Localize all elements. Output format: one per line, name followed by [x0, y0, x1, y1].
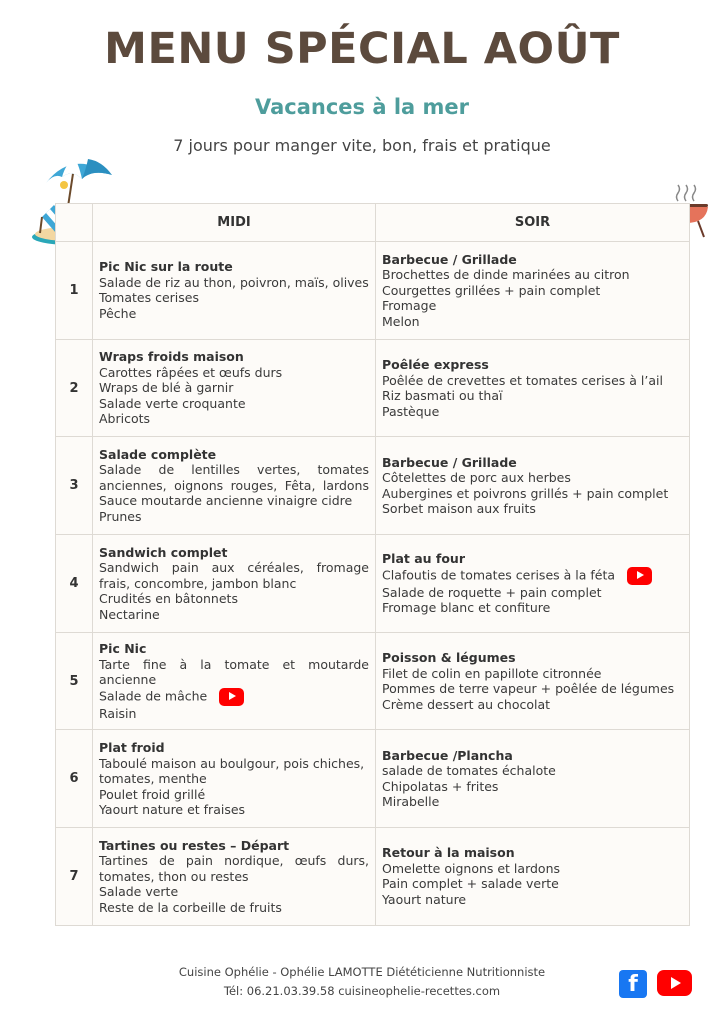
soir-cell [376, 535, 690, 633]
soir-cell [376, 242, 690, 340]
midi-dish-line: Prunes [99, 508, 142, 524]
soir-dish-line: Brochettes de dinde marinées au citron [382, 267, 630, 283]
soir-dish-title: Retour à la maison [382, 845, 515, 861]
midi-cell [93, 242, 376, 340]
soir-dish-line: Pommes de terre vapeur + poêlée de légumes [382, 681, 675, 697]
midi-dish-line: tomates, menthe [99, 771, 207, 787]
soir-dish-title: Barbecue /Plancha [382, 747, 513, 763]
midi-dish-line: Nectarine [99, 606, 160, 622]
soir-cell [376, 828, 690, 926]
midi-dish-line: Crudités en bâtonnets [99, 591, 238, 607]
midi-dish-line: Salade de riz au thon, poivron, maïs, olives [99, 274, 369, 290]
midi-dish-line: Carottes râpées et œufs durs [99, 364, 283, 380]
midi-dish-title: Sandwich complet [99, 544, 228, 560]
header-soir: SOIR [376, 204, 690, 242]
midi-cell [93, 828, 376, 926]
midi-dish-line: Salade verte croquante [99, 395, 246, 411]
day-number: 2 [56, 339, 93, 437]
midi-dish-line: Salade de lentilles vertes, tomates [99, 462, 369, 478]
table-row [56, 730, 690, 828]
soir-dish-line: Clafoutis de tomates cerises à la féta [382, 567, 616, 583]
youtube-play-icon[interactable] [627, 567, 652, 585]
soir-dish-line: Fromage blanc et confiture [382, 600, 551, 616]
midi-dish-line: Tartines de pain nordique, œufs durs, [99, 853, 369, 869]
table-row [56, 632, 690, 730]
midi-dish-title: Plat froid [99, 740, 165, 756]
page-title: MENU SPÉCIAL AOÛT [104, 24, 620, 74]
midi-dish-line: Pêche [99, 305, 137, 321]
soir-dish-line: Chipolatas + frites [382, 778, 499, 794]
facebook-icon[interactable]: f [619, 970, 647, 998]
day-number: 5 [56, 632, 93, 730]
midi-dish-line: Abricots [99, 411, 151, 427]
day-number: 4 [56, 535, 93, 633]
header-midi: MIDI [93, 204, 376, 242]
soir-dish-line: Côtelettes de porc aux herbes [382, 470, 571, 486]
page-tagline: 7 jours pour manger vite, bon, frais et pratique [173, 136, 551, 155]
soir-cell [376, 632, 690, 730]
midi-dish-title: Pic Nic sur la route [99, 259, 233, 275]
soir-dish-title: Poisson & légumes [382, 650, 516, 666]
midi-dish-line: ancienne [99, 672, 157, 688]
day-number: 6 [56, 730, 93, 828]
table-row [56, 437, 690, 535]
midi-dish-line: Taboulé maison au boulgour, pois chiches, [99, 755, 365, 771]
midi-dish-line: Sauce moutarde ancienne vinaigre cidre [99, 493, 353, 509]
soir-dish-line: Crème dessert au chocolat [382, 696, 551, 712]
midi-dish-line: Poulet froid grillé [99, 786, 206, 802]
soir-dish-line: Pain complet + salade verte [382, 876, 559, 892]
footer-contact: Tél: 06.21.03.39.58 cuisineophelie-recettes.com [223, 984, 501, 998]
soir-dish-line: Aubergines et poivrons grillés + pain complet [382, 485, 669, 501]
soir-dish-title: Barbecue / Grillade [382, 251, 517, 267]
soir-cell [376, 730, 690, 828]
soir-cell [376, 437, 690, 535]
midi-cell [93, 339, 376, 437]
midi-dish-line: frais, concombre, jambon blanc [99, 575, 297, 591]
midi-dish-title: Tartines ou restes – Départ [99, 837, 290, 853]
midi-cell [93, 730, 376, 828]
soir-dish-line: Riz basmati ou thaï [382, 388, 503, 404]
soir-dish-line: Courgettes grillées + pain complet [382, 282, 601, 298]
footer-author: Cuisine Ophélie - Ophélie LAMOTTE Diététicienne Nutritionniste [178, 965, 546, 979]
soir-dish-line: Pastèque [382, 403, 440, 419]
table-row [56, 828, 690, 926]
soir-dish-line: Sorbet maison aux fruits [382, 501, 536, 517]
table-row [56, 242, 690, 340]
day-number: 3 [56, 437, 93, 535]
midi-dish-title: Salade complète [99, 446, 217, 462]
soir-dish-title: Poêlée express [382, 357, 489, 373]
soir-dish-line: Yaourt nature [382, 891, 467, 907]
table-row [56, 339, 690, 437]
midi-dish-line: Sandwich pain aux céréales, fromage [99, 560, 369, 576]
midi-dish-line: Tomates cerises [99, 290, 199, 306]
midi-dish-line: Yaourt nature et fraises [99, 802, 246, 818]
midi-dish-line: Reste de la corbeille de fruits [99, 899, 282, 915]
soir-dish-title: Plat au four [382, 551, 465, 567]
youtube-play-icon[interactable] [219, 688, 244, 706]
midi-dish-line: Raisin [99, 705, 137, 721]
table-row [56, 535, 690, 633]
soir-dish-line: Salade de roquette + pain complet [382, 584, 602, 600]
midi-dish-title: Pic Nic [99, 641, 147, 657]
midi-cell [93, 632, 376, 730]
youtube-icon[interactable] [657, 970, 692, 996]
header-day [56, 204, 93, 242]
soir-dish-line: Poêlée de crevettes et tomates cerises à l’ail [382, 372, 663, 388]
midi-cell [93, 437, 376, 535]
midi-dish-line: tomates, thon ou restes [99, 868, 249, 884]
page-subtitle: Vacances à la mer [255, 95, 469, 119]
menu-table [55, 203, 690, 926]
midi-cell [93, 535, 376, 633]
soir-dish-line: Melon [382, 313, 420, 329]
midi-dish-line: Salade de mâche [99, 688, 208, 704]
midi-dish-line: anciennes, oignons rouges, Fêta, lardons [99, 477, 369, 493]
midi-dish-line: Tarte fine à la tomate et moutarde [99, 656, 369, 672]
midi-dish-title: Wraps froids maison [99, 349, 244, 365]
soir-dish-line: salade de tomates échalote [382, 763, 556, 779]
soir-dish-line: Omelette oignons et lardons [382, 860, 561, 876]
soir-dish-line: Mirabelle [382, 794, 440, 810]
soir-dish-line: Fromage [382, 298, 437, 314]
soir-dish-line: Filet de colin en papillote citronnée [382, 665, 602, 681]
table-header-row [56, 204, 690, 242]
soir-cell [376, 339, 690, 437]
day-number: 1 [56, 242, 93, 340]
soir-dish-title: Barbecue / Grillade [382, 454, 517, 470]
midi-dish-line: Wraps de blé à garnir [99, 380, 234, 396]
midi-dish-line: Salade verte [99, 884, 179, 900]
day-number: 7 [56, 828, 93, 926]
